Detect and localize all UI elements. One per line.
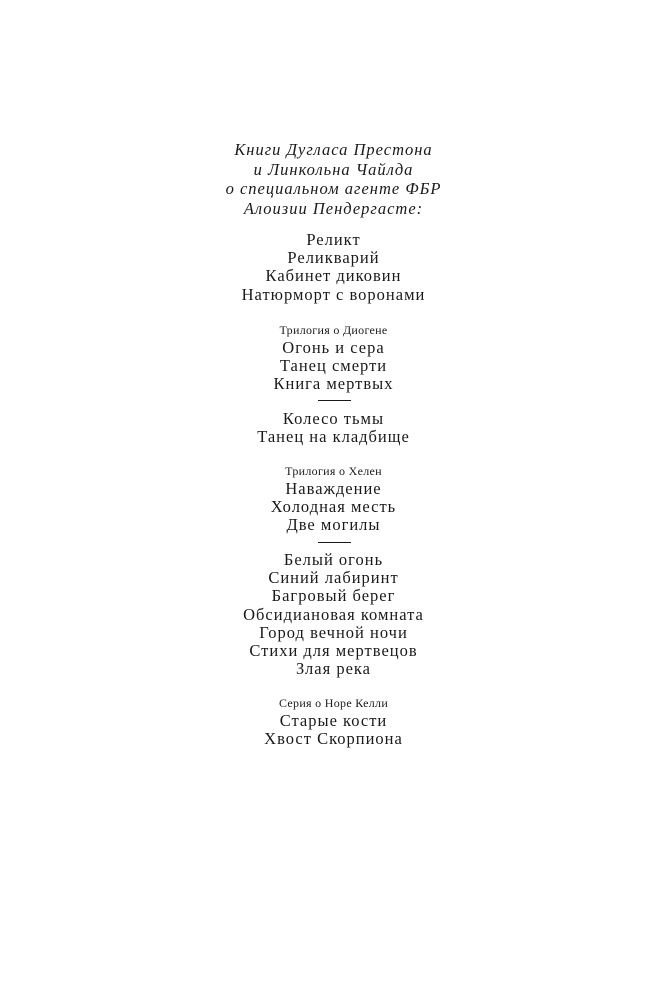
trilogy-diogenes	[0, 323, 667, 394]
book-title: Стихи для мертвецов	[249, 641, 418, 661]
section-divider	[318, 400, 351, 401]
book-group-1	[0, 231, 667, 304]
book-title: Кабинет диковин	[265, 266, 402, 286]
heading-line: о специальном агенте ФБР	[225, 179, 442, 198]
book-title: Реликт	[306, 230, 361, 249]
series-heading	[0, 140, 667, 218]
book-title: Огонь и сера	[282, 338, 385, 357]
book-title: Танец смерти	[279, 356, 388, 376]
book-title: Белый огонь	[283, 550, 384, 569]
book-title: Багровый берег	[271, 586, 396, 606]
heading-line: Книги Дугласа Престона	[234, 140, 433, 159]
book-title: Синий лабиринт	[268, 568, 399, 588]
book-title: Натюрморт с воронами	[241, 284, 426, 304]
book-title: Обсидиановая комната	[243, 604, 424, 624]
book-title: Книга мертвых	[273, 374, 394, 394]
book-title: Злая река	[296, 659, 371, 679]
book-title: Наваждение	[285, 479, 382, 498]
heading-line: Алоизии Пендергасте:	[243, 198, 424, 218]
book-title: Холодная месть	[270, 497, 397, 517]
book-title: Старые кости	[279, 711, 388, 730]
book-title: Реликварий	[287, 248, 380, 268]
book-title: Хвост Скорпиона	[264, 729, 403, 749]
series-nora-kelly	[0, 696, 667, 748]
heading-line: и Линкольна Чайлда	[253, 159, 414, 179]
section-divider	[318, 542, 351, 543]
book-title: Город вечной ночи	[259, 622, 408, 642]
series-label: Трилогия о Диогене	[279, 323, 388, 337]
book-title: Танец на кладбище	[257, 427, 410, 447]
trilogy-helen	[0, 464, 667, 535]
book-group-3	[0, 551, 667, 678]
book-title: Колесо тьмы	[282, 409, 385, 428]
series-label: Серия о Норе Келли	[278, 696, 389, 710]
book-group-2	[0, 410, 667, 446]
series-label: Трилогия о Хелен	[285, 464, 382, 478]
book-title: Две могилы	[286, 515, 381, 535]
